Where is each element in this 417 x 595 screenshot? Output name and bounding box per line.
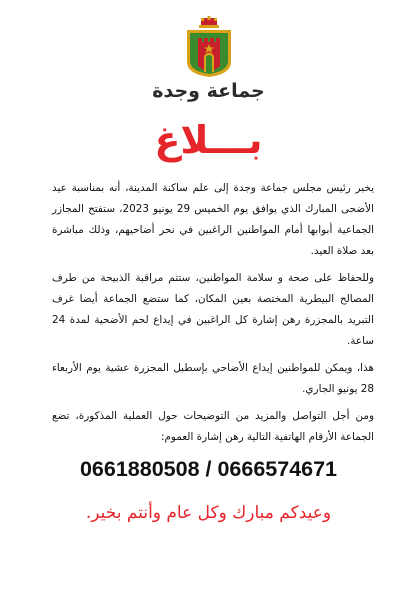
paragraph-1: يخبر رئيس مجلس جماعة وجدة إلى علم ساكنة المدينة، أنه بمناسبة عيد الأضحى المبارك الذي يوافق يوم الخميس 29 يونيو 2023، ستفتح المجازر الجماعية أبوابها أمام المواطنين الراغبين في نحر أضاحيهم، وذلك مباشرة بعد صلاة العيد.	[52, 182, 374, 257]
logo-area	[0, 16, 417, 78]
paragraph-4: ومن أجل التواصل والمزيد من التوضيحات حول العملية المذكورة، تضع الجماعة الأرقام الهاتفية التالية رهن إشارة العموم:	[52, 410, 374, 443]
notice-title: بـــلاغ	[154, 118, 263, 162]
closing-greeting: وعيدكم مبارك وكل عام وأنتم بخير.	[85, 503, 332, 523]
paragraph-3: هذا، ويمكن للمواطنين إيداع الأضاحي بإسطبل المجزرة عشية يوم الأربعاء 28 يونيو الجاري.	[52, 362, 374, 395]
phone-numbers: 0661880508 / 0666574671	[79, 457, 338, 481]
commune-name: جماعة وجدة	[152, 80, 265, 102]
paragraph-2: وللحفاظ على صحة و سلامة المواطنين، ستتم مراقبة الذبيحة من طرف المصالح البيطرية المختصة بعين المكان، كما ستضع الجماعة أيضا غرف التبريد بالمجزرة رهن إشارة كل الراغبين في إيداع لحم الأضحية لمدة 24 ساعة.	[52, 272, 374, 347]
notice-body	[52, 178, 374, 454]
coat-of-arms-icon	[184, 16, 234, 78]
